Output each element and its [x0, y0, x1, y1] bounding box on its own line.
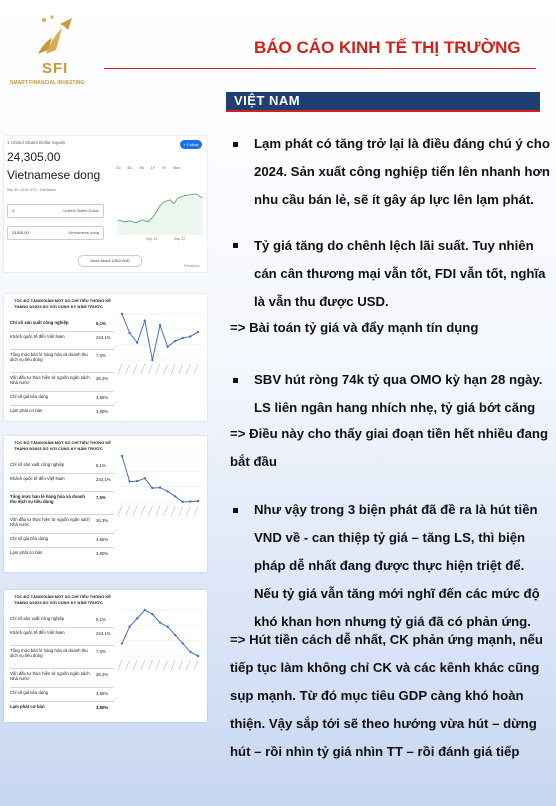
bullet-3: [254, 366, 542, 422]
bullet-icon: [233, 243, 238, 248]
stats-row-label: Chỉ số giá tiêu dùng: [10, 394, 48, 399]
stats-row-value: 26,3%: [96, 518, 109, 523]
range-tab[interactable]: 5D: [127, 166, 132, 170]
x-tick-mark: [118, 506, 122, 516]
stats-row-label: Khách quốc tế đến Việt Nam: [10, 630, 65, 635]
row-divider: [10, 391, 114, 392]
row-divider: [10, 547, 114, 548]
bullet-icon: [233, 142, 238, 147]
stats-row-value: 3,80%: [96, 705, 109, 710]
data-point: [159, 621, 161, 623]
stats-panel-2: [4, 436, 207, 572]
note-line: hút – rồi nhìn tỷ giá nhìn TT – rồi đánh giá tiếp: [230, 744, 520, 759]
stats-row-label: Lạm phát cơ bản: [10, 408, 43, 413]
stats-row-value: 3,80%: [96, 409, 109, 414]
report-title: BÁO CÁO KINH TẾ THỊ TRƯỜNG: [254, 38, 521, 57]
data-point: [166, 626, 168, 628]
section-label: VIỆT NAM: [234, 93, 301, 108]
note-2: => Bài toán tỷ giá và đẩy mạnh tín dụng: [230, 320, 479, 335]
stats-line-chart: [116, 308, 204, 378]
data-point: [151, 613, 153, 615]
stats-line-chart: [116, 604, 204, 674]
x-tick-mark: [171, 660, 175, 670]
row-divider: [10, 372, 114, 373]
x-tick-mark: [126, 506, 130, 516]
bullet-line: khó khan hơn nhưng tỷ giá đã có phản ứng.: [254, 614, 531, 629]
x-tick-mark: [126, 660, 130, 670]
data-point: [174, 495, 176, 497]
fx-price: 24,305.00: [7, 150, 61, 164]
bullet-line: SBV hút ròng 74k tỷ qua OMO kỳ hạn 28 ngày.: [254, 372, 543, 387]
data-point: [197, 331, 199, 333]
data-point: [166, 346, 168, 348]
stats-row-value: 244,1%: [96, 335, 111, 340]
x-tick-mark: [194, 660, 198, 670]
amount-from-field[interactable]: [7, 204, 104, 218]
data-point: [151, 359, 153, 361]
row-divider: [10, 349, 114, 350]
stats-row-value: 7,5%: [96, 353, 106, 358]
range-tab[interactable]: Max: [173, 166, 180, 170]
x-tick-mark: [133, 660, 137, 670]
stats-row-value: 5,1%: [96, 617, 106, 622]
bullet-line: Nếu tỷ giá vẫn tăng mới nghĩ đến các mức độ: [254, 586, 540, 601]
bullet-line: pháp dễ nhất đang được thực hiện triệt để.: [254, 558, 525, 573]
stats-row-label: Lạm phát cơ bản: [10, 704, 45, 709]
stats-row-label: Lạm phát cơ bản: [10, 550, 43, 555]
follow-button[interactable]: + Follow: [180, 140, 202, 149]
x-tick-mark: [194, 506, 198, 516]
row-divider: [10, 491, 114, 492]
stats-row-value: 5,1%: [96, 321, 106, 326]
data-point: [182, 642, 184, 644]
data-point: [197, 500, 199, 502]
data-point: [151, 487, 153, 489]
bullet-line: Lạm phát có tăng trở lại là điều đáng chú ý cho: [254, 136, 550, 151]
note-line: sụp mạnh. Từ đó mục tiêu GDP càng khó hoàn: [230, 688, 524, 703]
row-divider: [10, 701, 114, 702]
data-point: [128, 626, 130, 628]
x-tick-mark: [148, 506, 152, 516]
stats-row-value: 3,66%: [96, 395, 109, 400]
stats-row-label: Vốn đầu tư thực hiện từ nguồn ngân sách Nhà nước: [10, 517, 90, 528]
series-line: [122, 314, 198, 360]
note-3: [230, 420, 548, 476]
stats-row-label: Chỉ số giá tiêu dùng: [10, 690, 48, 695]
row-divider: [10, 514, 114, 515]
currency-from-select[interactable]: United States Dollar: [63, 208, 99, 213]
stats-row-value: 244,1%: [96, 477, 111, 482]
data-point: [166, 490, 168, 492]
stats-row-label: Chỉ số sản xuất công nghiệp: [10, 616, 65, 621]
logo-arrow-icon: [34, 14, 74, 60]
stats-panel-1: [4, 294, 207, 421]
bullet-line: Như vậy trong 3 biện phát đã đề ra là hút tiền: [254, 502, 538, 517]
stats-row-label: Tổng mức bán lẻ hàng hóa và doanh thu dịch vụ tiêu dùng: [10, 494, 85, 505]
stats-row-label: Vốn đầu tư thực hiện từ nguồn ngân sách Nhà nước: [10, 671, 90, 682]
bullet-icon: [233, 508, 238, 513]
stats-row-label: Tổng mức bán lẻ hàng hóa và doanh thu dịch vụ tiêu dùng: [10, 648, 88, 659]
stats-row-label: Chỉ số sản xuất công nghiệp: [10, 462, 65, 467]
bullet-4: [254, 496, 540, 636]
range-tab[interactable]: 1M: [138, 166, 144, 170]
sfi-logo: [10, 14, 94, 84]
row-divider: [10, 473, 114, 474]
fx-currency-name: Vietnamese dong: [7, 168, 101, 182]
series-line: [122, 456, 198, 502]
row-divider: [10, 533, 114, 534]
x-tick-mark: [194, 364, 198, 374]
axis-label: Sep 14: [146, 237, 158, 241]
x-tick-mark: [179, 660, 183, 670]
bullet-1: [254, 130, 550, 214]
amount-from-value: 1: [12, 208, 15, 213]
data-point: [182, 501, 184, 503]
x-tick-mark: [141, 660, 145, 670]
row-divider: [10, 687, 114, 688]
bullet-icon: [233, 378, 238, 383]
x-tick-mark: [148, 364, 152, 374]
stats-row-value: 244,1%: [96, 631, 111, 636]
data-point: [182, 337, 184, 339]
x-tick-mark: [186, 364, 190, 374]
data-point: [144, 477, 146, 479]
amount-to-field[interactable]: [7, 226, 104, 240]
data-point: [121, 313, 123, 315]
logo-wordmark: SFI: [42, 60, 69, 77]
row-divider: [10, 668, 114, 669]
data-point: [128, 480, 130, 482]
data-point: [189, 651, 191, 653]
bullet-2: [254, 232, 546, 316]
row-divider: [10, 331, 114, 332]
stats-row-label: Tổng mức bán lẻ hàng hóa và doanh thu dịch vụ tiêu dùng: [10, 352, 88, 363]
logo-tagline: SMART FINANCIAL INVESTING: [10, 80, 85, 86]
stats-row-value: 7,5%: [96, 495, 106, 500]
stats-row-label: Khách quốc tế đến Việt Nam: [10, 334, 65, 339]
row-divider: [10, 405, 114, 406]
stats-row-label: Chỉ số giá tiêu dùng: [10, 536, 48, 541]
bullet-line: 2024. Sản xuất công nghiệp tiến lên nhanh hơn: [254, 164, 550, 179]
data-point: [174, 634, 176, 636]
title-divider: [104, 68, 536, 69]
stats-table-header: TỐC ĐỘ TĂNG/GIẢM MỘT SỐ CHỈ TIÊU THỐNG KÊ THÁNG 9/2023 SO VỚI CÙNG KỲ NĂM TRƯỚC: [14, 594, 111, 605]
stats-row-value: 26,3%: [96, 376, 109, 381]
x-tick-mark: [164, 506, 168, 516]
note-line: => Điều này cho thấy giai đoạn tiền hết nhiều đang: [230, 426, 549, 441]
note-line: => Hút tiền cách dễ nhất, CK phản ứng mạnh, nếu: [230, 632, 543, 647]
x-tick-mark: [164, 364, 168, 374]
stats-row-label: Vốn đầu tư thực hiện từ nguồn ngân sách Nhà nước: [10, 375, 90, 386]
x-tick-mark: [186, 506, 190, 516]
row-divider: [10, 645, 114, 646]
bullet-line: nhu cầu bán lẻ, sẽ ít gây áp lực lên lạm phát.: [254, 192, 534, 207]
note-4: [230, 626, 543, 766]
x-tick-mark: [156, 506, 160, 516]
stats-row-label: Khách quốc tế đến Việt Nam: [10, 476, 65, 481]
fx-timestamp: Sep 30, 10:51 UTC · Disclaimer: [7, 188, 57, 192]
bullet-line: Tỷ giá tăng do chênh lệch lãi suất. Tuy nhiên: [254, 238, 534, 253]
stats-row-value: 5,1%: [96, 463, 106, 468]
data-point: [136, 341, 138, 343]
x-tick-mark: [156, 364, 160, 374]
data-point: [189, 335, 191, 337]
currency-to-select[interactable]: Vietnamese dong: [67, 230, 99, 235]
bullet-line: cán cân thương mại vẫn tốt, FDI vẫn tốt, nghĩa: [254, 266, 546, 281]
fx-range-tabs[interactable]: [116, 166, 180, 170]
stats-row-value: 7,5%: [96, 649, 106, 654]
x-tick-mark: [171, 506, 175, 516]
stats-line-chart: [116, 450, 204, 520]
row-divider: [10, 627, 114, 628]
range-tab[interactable]: 1D: [116, 166, 121, 170]
data-point: [174, 340, 176, 342]
stats-table-header: TỐC ĐỘ TĂNG/GIẢM MỘT SỐ CHỈ TIÊU THỐNG KÊ THÁNG 9/2023 SO VỚI CÙNG KỲ NĂM TRƯỚC: [14, 298, 111, 309]
x-tick-mark: [118, 660, 122, 670]
stats-row-value: 3,80%: [96, 551, 109, 556]
stats-row-value: 26,3%: [96, 672, 109, 677]
range-tab[interactable]: 1Y: [150, 166, 156, 170]
data-point: [121, 642, 123, 644]
range-tab[interactable]: 5Y: [162, 166, 167, 170]
x-tick-mark: [141, 364, 145, 374]
x-tick-mark: [133, 506, 137, 516]
bullet-line: LS liên ngân hang nhích nhẹ, tỷ giá bớt căng: [254, 400, 536, 415]
feedback-link[interactable]: Feedback: [184, 264, 200, 268]
data-point: [189, 500, 191, 502]
bullet-line: VND về - can thiệp tỷ giá – tăng LS, thì biện: [254, 530, 526, 545]
x-tick-mark: [171, 364, 175, 374]
x-tick-mark: [133, 364, 137, 374]
x-tick-mark: [126, 364, 130, 374]
stats-row-label: Chỉ số sản xuất công nghiệp: [10, 320, 69, 325]
data-point: [144, 319, 146, 321]
fx-breadcrumb: 1 United States Dollar equals: [7, 140, 66, 145]
data-point: [136, 617, 138, 619]
x-tick-mark: [156, 660, 160, 670]
fx-widget: [4, 136, 207, 272]
x-tick-mark: [164, 660, 168, 670]
stats-table-header: TỐC ĐỘ TĂNG/GIẢM MỘT SỐ CHỈ TIÊU THỐNG KÊ THÁNG 9/2023 SO VỚI CÙNG KỲ NĂM TRƯỚC: [14, 440, 111, 451]
data-point: [144, 609, 146, 611]
section-header: [226, 92, 540, 112]
data-point: [128, 332, 130, 334]
data-point: [197, 655, 199, 657]
x-tick-mark: [148, 660, 152, 670]
note-line: bắt đầu: [230, 454, 277, 469]
x-tick-mark: [186, 660, 190, 670]
data-point: [159, 486, 161, 488]
axis-label: Sep 22: [174, 237, 186, 241]
x-tick-mark: [179, 364, 183, 374]
note-line: thiện. Vậy sắp tới sẽ theo hướng vừa hút – dừng: [230, 716, 537, 731]
note-line: tiếp tục làm không chỉ CK và các kênh khác cũng: [230, 660, 540, 675]
stats-row-value: 3,66%: [96, 691, 109, 696]
x-tick-mark: [179, 506, 183, 516]
stats-panel-3: [4, 590, 207, 722]
x-tick-mark: [141, 506, 145, 516]
data-point: [136, 480, 138, 482]
fx-sparkline: [116, 176, 204, 242]
bullet-line: là vẫn thu được USD.: [254, 294, 389, 309]
stats-row-value: 3,66%: [96, 537, 109, 542]
data-point: [121, 455, 123, 457]
data-point: [159, 324, 161, 326]
series-line: [122, 610, 198, 656]
amount-to-value: 24305.00: [12, 230, 29, 235]
x-tick-mark: [118, 364, 122, 374]
more-about-button[interactable]: More about USD/VND: [78, 255, 142, 267]
